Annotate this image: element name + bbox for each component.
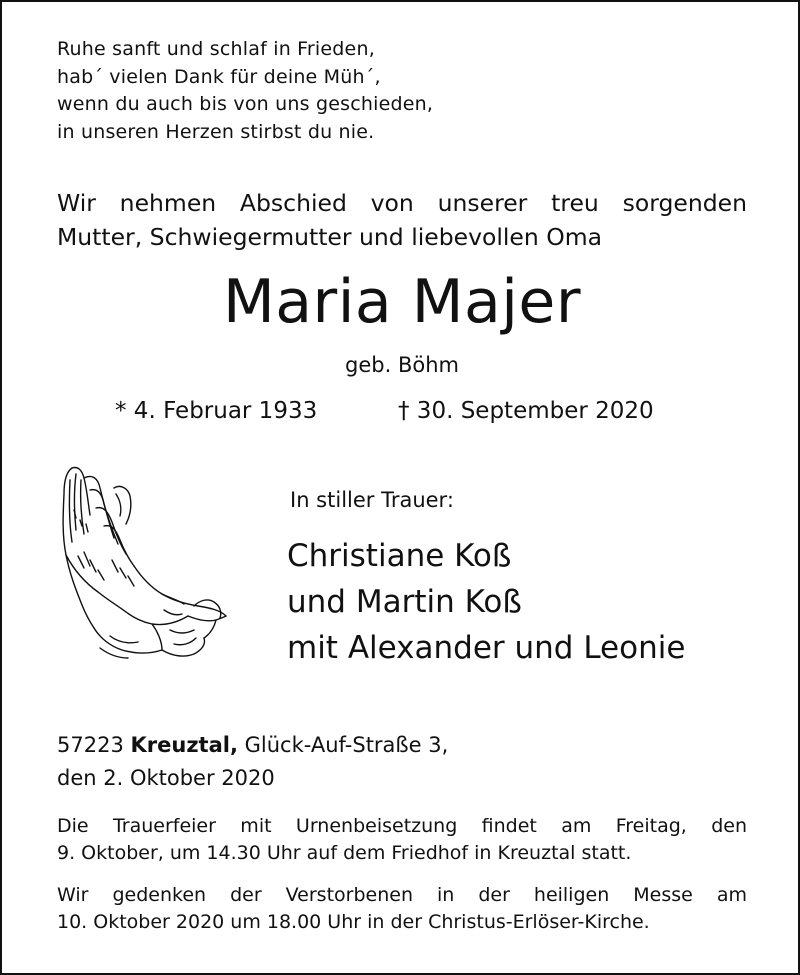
intro-line: Mutter, Schwiegermutter und liebevollen Oma <box>57 223 603 251</box>
praying-hands-icon <box>54 460 234 665</box>
birth-name: geb. Böhm <box>345 353 459 377</box>
death-date: † 30. September 2020 <box>398 398 654 424</box>
deceased-name: Maria Majer <box>223 267 581 337</box>
birth-date: * 4. Februar 1933 <box>115 398 318 424</box>
intro-line: Wir nehmen Abschied von unserer treu sorgenden <box>57 189 747 217</box>
mourners-list <box>287 533 685 671</box>
notice-line: Wir gedenken der Verstorbenen in der heiligen Messe am <box>57 884 747 906</box>
mourning-heading: In stiller Trauer: <box>290 488 454 512</box>
mourner-line: Christiane Koß <box>287 538 512 574</box>
poem-line: in unseren Herzen stirbst du nie. <box>57 120 375 143</box>
poem-line: wenn du auch bis von uns geschieden, <box>57 93 434 115</box>
date-line: den 2. Oktober 2020 <box>57 766 275 790</box>
notice-line: Die Trauerfeier mit Urnenbeisetzung findet am Freitag, den <box>57 815 747 837</box>
address-block <box>57 729 448 795</box>
address-line <box>57 729 448 762</box>
city: Kreuztal, <box>130 733 238 757</box>
farewell-intro <box>57 186 747 254</box>
mourner-line: mit Alexander und Leonie <box>287 630 686 666</box>
funeral-notice <box>57 813 747 867</box>
street: Glück-Auf-Straße 3, <box>244 733 449 757</box>
postcode: 57223 <box>57 733 124 757</box>
notice-line: 10. Oktober 2020 um 18.00 Uhr in der Christus-Erlöser-Kirche. <box>57 911 650 933</box>
poem-line: hab´ vielen Dank für deine Müh´, <box>57 65 381 88</box>
mourner-line: und Martin Koß <box>287 584 522 620</box>
mass-notice <box>57 882 747 936</box>
notice-line: 9. Oktober, um 14.30 Uhr auf dem Friedhof in Kreuztal statt. <box>57 842 632 864</box>
memorial-poem <box>57 36 433 146</box>
poem-line: Ruhe sanft und schlaf in Frieden, <box>57 38 375 60</box>
